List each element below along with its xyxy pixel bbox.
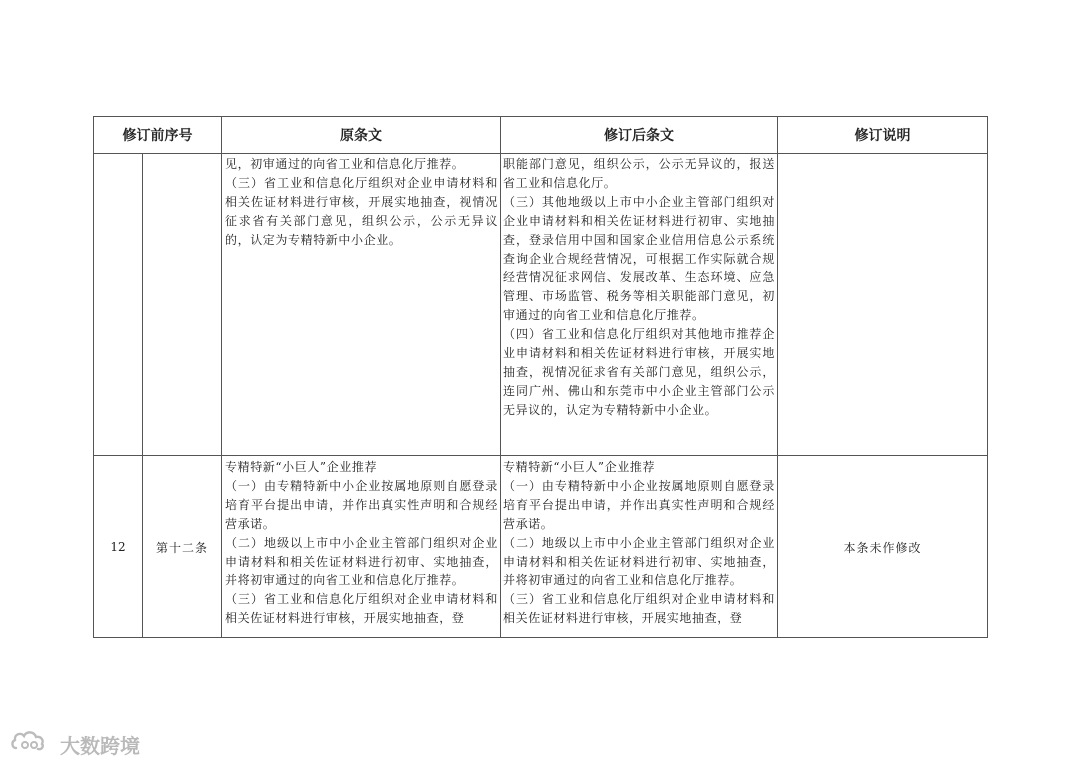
watermark bbox=[10, 728, 140, 761]
row1-revised-text: 职能部门意见，组织公示，公示无异议的，报送省工业和信息化厅。 （三）其他地级以上市中小企业主管部门组织对企业申请材料和相关佐证材料进行初审、实地抽查，登录信用中国和国家企业信用信息公示系统查询企业合规经营情况，可根据工作实际就合规经营情况征求网信、发展改革、生态环境、应急管理、市场监管、税务等相关职能部门意见，初审通过的向省工业和信息化厅推荐。 （四）省工业和信息化厅组织对其他地市推荐企业申请材料和相关佐证材料进行审核，开展实地抽查，视情况征求省有关部门意见，组织公示，连同广州、佛山和东莞市中小企业主管部门公示无异议的，认定为专精特新中小企业。 bbox=[503, 157, 775, 417]
column-divider bbox=[221, 117, 222, 638]
row2-note: 本条未作修改 bbox=[843, 540, 922, 555]
header-original: 原条文 bbox=[340, 128, 382, 144]
cloud-logo-icon bbox=[10, 728, 54, 761]
row1-original-text: 见，初审通过的向省工业和信息化厅推荐。 （三）省工业和信息化厅组织对企业申请材料和相关佐证材料进行审核，开展实地抽查，视情况征求省有关部门意见，组织公示，公示无异议的，认定为专精特新中小企业。 bbox=[225, 157, 498, 247]
row2-article: 第十二条 bbox=[155, 540, 208, 555]
watermark-text: 大数跨境 bbox=[60, 734, 140, 758]
column-divider bbox=[500, 117, 501, 638]
row2-revised-text: 专精特新“小巨人”企业推荐 （一）由专精特新中小企业按属地原则自愿登录培育平台提出申请，并作出真实性声明和合规经营承诺。 （二）地级以上市中小企业主管部门组织对企业申请材料和相关佐证材料进行初审、实地抽查，并将初审通过的向省工业和信息化厅推荐。 （三）省工业和信息化厅组织对企业申请材料和相关佐证材料进行审核，开展实地抽查，登 bbox=[503, 460, 775, 626]
header-seq: 修订前序号 bbox=[122, 128, 193, 144]
header-note: 修订说明 bbox=[854, 128, 911, 144]
header-divider bbox=[94, 153, 987, 154]
row2-number: 12 bbox=[110, 540, 126, 554]
row2-original-text: 专精特新“小巨人”企业推荐 （一）由专精特新中小企业按属地原则自愿登录培育平台提出申请，并作出真实性声明和合规经营承诺。 （二）地级以上市中小企业主管部门组织对企业申请材料和相关佐证材料进行初审、实地抽查，并将初审通过的向省工业和信息化厅推荐。 （三）省工业和信息化厅组织对企业申请材料和相关佐证材料进行审核，开展实地抽查，登 bbox=[225, 460, 498, 626]
revision-table bbox=[93, 116, 988, 638]
header-revised: 修订后条文 bbox=[604, 128, 674, 144]
